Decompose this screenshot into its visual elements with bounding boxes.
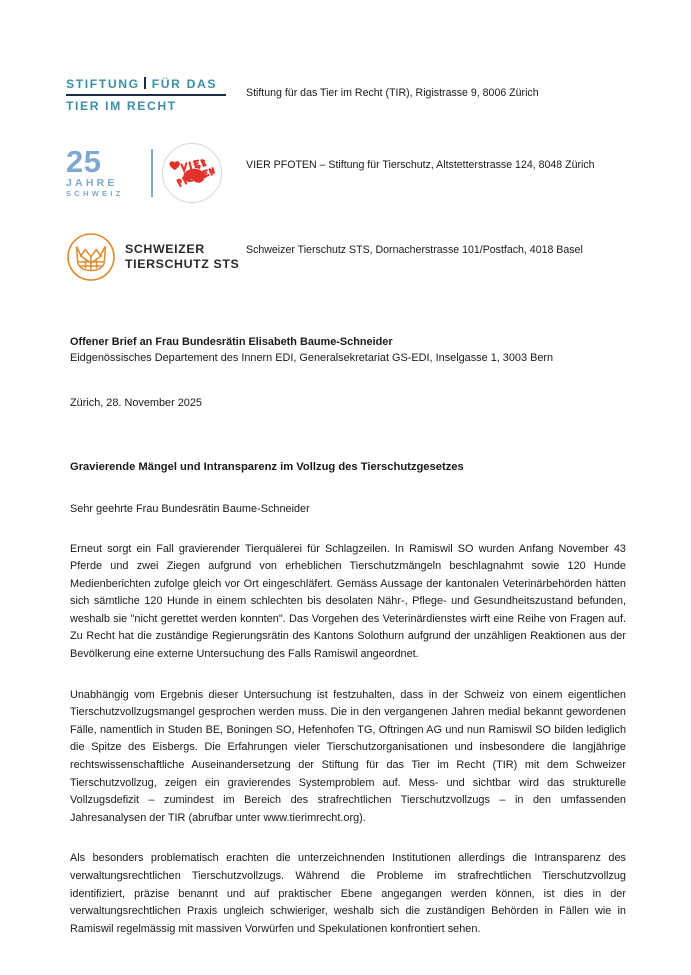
anniversary-25-jahre-schweiz — [66, 144, 142, 199]
anniversary-word: JAHRE — [66, 177, 118, 189]
letter-paragraph: Erneut sorgt ein Fall gravierender Tierquälerei für Schlagzeilen. In Ramiswil SO wurden Anfang November 43 Pferde und zwei Ziegen aufgrund von erheblichen Tierschutzmängeln beschlagnahmt sowie 120 Hunde Medienberichten zufolge gleich vor Ort eingeschläfert. Gemäss Aussage der kantonalen Veterinärbehörden hätten sich sämtliche 120 Hunde in einem schlechten bis desolaten Nähr-, Pflege- und Gesundheitszustand befunden, weshalb sie "nicht gerettet werden konnten". Das Vorgehen des Veterinärdienstes wirft eine Reihe von Fragen auf. Zu Recht hat die zuständige Regierungsrätin des Kantons Solothurn aufgrund der unzähligen Reaktionen aus der Bevölkerung eine externe Untersuchung des Falls Ramiswil angeordnet. — [70, 542, 626, 661]
letter-subject: Gravierende Mängel und Intransparenz im Vollzug des Tierschutzgesetzes — [70, 460, 464, 473]
tir-address: Stiftung für das Tier im Recht (TIR), Rigistrasse 9, 8006 Zürich — [246, 87, 539, 99]
date-line: Zürich, 28. November 2025 — [70, 397, 202, 409]
vier-pfoten-logo-divider — [151, 149, 153, 197]
sts-address: Schweizer Tierschutz STS, Dornacherstrasse 101/Postfach, 4018 Basel — [246, 244, 583, 256]
letterhead-row-sts — [66, 232, 626, 282]
letterhead-row-vier-pfoten — [66, 143, 626, 203]
addressee-address-line: Eidgenössisches Departement des Innern EDI, Generalsekretariat GS-EDI, Inselgasse 1, 3003 Bern — [70, 351, 554, 364]
anniversary-number: 25 — [66, 144, 102, 179]
vier-pfoten-badge-icon — [162, 143, 222, 203]
anniversary-country: SCHWEIZ — [66, 189, 124, 198]
tir-logo-rule — [66, 94, 226, 96]
vier-pfoten-25-jahre-schweiz-logo — [66, 143, 246, 203]
letter-salutation: Sehr geehrte Frau Bundesrätin Baume-Schneider — [70, 503, 310, 515]
letterhead-row-tir — [66, 76, 626, 113]
letter-body — [70, 335, 626, 938]
schweizer-tierschutz-sts-logo — [66, 232, 246, 282]
sts-cat-emblem-icon — [66, 232, 116, 282]
letter-paragraph: Als besonders problematisch erachten die unterzeichnenden Institutionen allerdings die Intransparenz des verwaltungsrechtlichen Tierschutzvollzugs. Während die Probleme im strafrechtlichen Tierschutzvollzug identifiziert, präzise benannt und auf praktischer Ebene angegangen werden können, ist dies in der verwaltungsrechtlichen Praxis ungleich schwieriger, weshalb sich die zuständigen Behörden in Fällen wie in Ramiswil regelmässig mit massiven Vorwürfen und Spekulationen konfrontiert sehen. — [70, 852, 626, 935]
vier-pfoten-address: VIER PFOTEN – Stiftung für Tierschutz, Altstetterstrasse 124, 8048 Zürich — [246, 159, 595, 171]
sts-logo-text-tierschutz-sts: TIERSCHUTZ STS — [125, 257, 240, 271]
tir-logo-text-fuer-das: FÜR DAS — [151, 77, 218, 91]
stiftung-fuer-das-tier-im-recht-logo — [66, 76, 246, 113]
tir-logo-text-stiftung: STIFTUNG — [66, 77, 140, 91]
tir-logo-divider — [144, 77, 146, 89]
addressee-title: Offener Brief an Frau Bundesrätin Elisabeth Baume-Schneider — [70, 336, 393, 348]
tir-logo-text-tier-im-recht: TIER IM RECHT — [66, 99, 177, 113]
sts-logo-text-schweizer: SCHWEIZER — [125, 242, 205, 256]
letter-paragraph: Unabhängig vom Ergebnis dieser Untersuchung ist festzuhalten, dass in der Schweiz von einem eigentlichen Tierschutzvollzugsmangel gesprochen werden muss. Die in den vergangenen Jahren medial bekannt gewordenen Fälle, namentlich in Studen BE, Boningen SO, Hefenhofen TG, Oftringen AG und nun Ramiswil SO bilden lediglich die Spitze des Eisbergs. Die Erfahrungen vieler Tierschutzorganisationen und insbesondere die langjährige rechtswissenschaftliche Auseinandersetzung der Stiftung für das Tier im Recht (TIR) mit dem Schweizer Tierschutzvollzug, zeigen ein gravierendes Systemproblem auf. Mess- und sichtbar wird das strukturelle Vollzugsdefizit – zumindest im Bereich des strafrechtlichen Tierschutzvollzugs – in den umfassenden Jahresanalysen der TIR (abrufbar unter www.tierimrecht.org). — [70, 688, 626, 824]
